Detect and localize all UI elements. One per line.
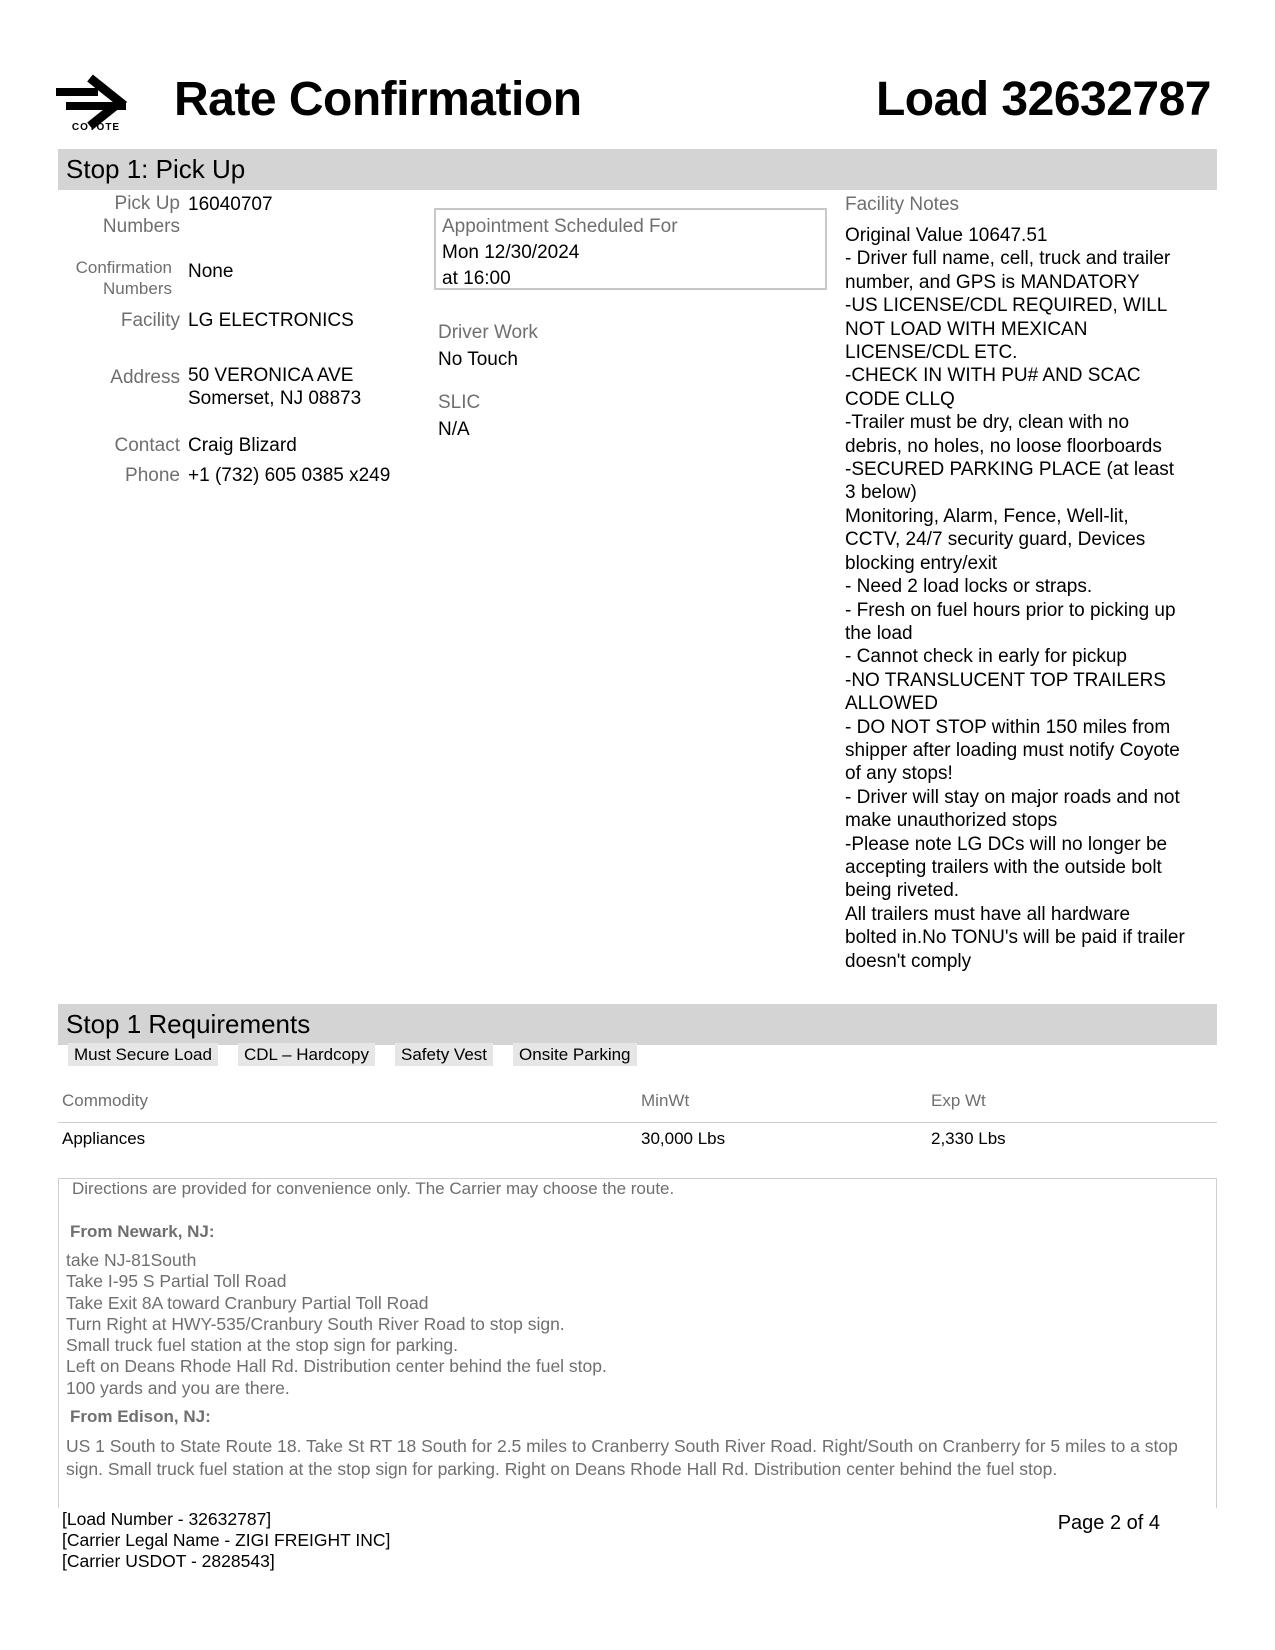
- requirement-tag: CDL – Hardcopy: [238, 1043, 375, 1066]
- slic-label: SLIC: [438, 392, 481, 413]
- phone-value: +1 (732) 605 0385 x249: [188, 465, 391, 486]
- stop-1-requirements-header: Stop 1 Requirements: [58, 1004, 1217, 1045]
- confirmation-numbers-value: None: [188, 261, 234, 282]
- facility-value: LG ELECTRONICS: [188, 310, 354, 331]
- expected-weight-header: Exp Wt: [931, 1091, 986, 1110]
- from-edison-directions: US 1 South to State Route 18. Take St RT 18 South for 2.5 miles to Cranberry South River Road. Right/South on Cranberry for 5 miles to a stop sign. Small truck fuel station at the stop sign for parking. Right on Deans Rhode Hall Rd. Distribution center behind the fuel stop.: [66, 1436, 1178, 1479]
- slic-value: N/A: [438, 419, 470, 440]
- phone-label: Phone: [125, 465, 180, 486]
- min-weight-header: MinWt: [641, 1091, 690, 1110]
- commodity-header: Commodity: [62, 1091, 148, 1110]
- driver-work-label: Driver Work: [438, 322, 538, 343]
- logo-wordmark: COYOTE: [71, 122, 121, 133]
- document-title: Rate Confirmation: [174, 73, 582, 126]
- appointment-date: Mon 12/30/2024: [442, 242, 580, 263]
- from-newark-directions: take NJ-81South Take I-95 S Partial Toll Road Take Exit 8A toward Cranbury Partial Toll Road Turn Right at HWY-535/Cranbury South River Road to stop sign. Small truck fuel station at the stop sign for parking. Left on Deans Rhode Hall Rd. Distribution center behind the fuel stop. 100 yards and you are there.: [66, 1250, 607, 1398]
- page-number: Page 2 of 4: [1057, 1512, 1160, 1534]
- footer-carrier-usdot: [Carrier USDOT - 2828543]: [62, 1551, 275, 1571]
- expected-weight-value: 2,330 Lbs: [931, 1129, 1006, 1148]
- requirement-tag: Safety Vest: [395, 1043, 493, 1066]
- address-value: 50 VERONICA AVE Somerset, NJ 08873: [188, 365, 362, 409]
- pickup-numbers-value: 16040707: [188, 194, 273, 215]
- footer-load-number: [Load Number - 32632787]: [62, 1509, 272, 1529]
- footer-info: [62, 1509, 390, 1572]
- facility-notes-label: Facility Notes: [845, 194, 960, 215]
- address-label: Address: [110, 367, 180, 388]
- appointment-label: Appointment Scheduled For: [442, 216, 678, 237]
- facility-notes-text: Original Value 10647.51 - Driver full name, cell, truck and trailer number, and GPS is MANDATORY -US LICENSE/CDL REQUIRED, WILL NOT LOAD WITH MEXICAN LICENSE/CDL ETC. -CHECK IN WITH PU# AND SCAC CODE CLLQ -Trailer must be dry, clean with no debris, no holes, no loose floorboards -SECURED PARKING PLACE (at least 3 below) Monitoring, Alarm, Fence, Well-lit, CCTV, 24/7 security guard, Devices blocking entry/exit - Need 2 load locks or straps. - Fresh on fuel hours prior to picking up the load - Cannot check in early for pickup -NO TRANSLUCENT TOP TRAILERS ALLOWED - DO NOT STOP within 150 miles from shipper after loading must notify Coyote of any stops! - Driver will stay on major roads and not make unauthorized stops -Please note LG DCs will no longer be accepting trailers with the outside bolt being riveted. All trailers must have all hardware bolted in.No TONU's will be paid if trailer doesn't comply: [845, 225, 1185, 972]
- requirements-tags: [68, 1043, 637, 1066]
- directions-disclaimer: Directions are provided for convenience only. The Carrier may choose the route.: [72, 1179, 675, 1198]
- from-newark-heading: From Newark, NJ:: [70, 1222, 215, 1241]
- appointment-box: [434, 208, 827, 290]
- requirement-tag: Must Secure Load: [68, 1043, 218, 1066]
- stop-1-section-header: Stop 1: Pick Up: [58, 149, 1217, 190]
- pickup-numbers-label: Pick Up Numbers: [102, 193, 180, 237]
- requirement-tag: Onsite Parking: [513, 1043, 637, 1066]
- table-divider: [58, 1122, 1217, 1123]
- load-number-title: Load 32632787: [875, 73, 1211, 126]
- driver-work-value: No Touch: [438, 349, 518, 370]
- footer-carrier-name: [Carrier Legal Name - ZIGI FREIGHT INC]: [62, 1530, 391, 1550]
- facility-label: Facility: [120, 310, 180, 331]
- confirmation-numbers-label: Confirmation Numbers: [75, 258, 172, 298]
- appointment-time: at 16:00: [442, 268, 511, 289]
- contact-value: Craig Blizard: [188, 435, 297, 456]
- commodity-value: Appliances: [62, 1129, 146, 1148]
- from-edison-heading: From Edison, NJ:: [70, 1407, 211, 1426]
- min-weight-value: 30,000 Lbs: [641, 1129, 726, 1148]
- contact-label: Contact: [114, 435, 180, 456]
